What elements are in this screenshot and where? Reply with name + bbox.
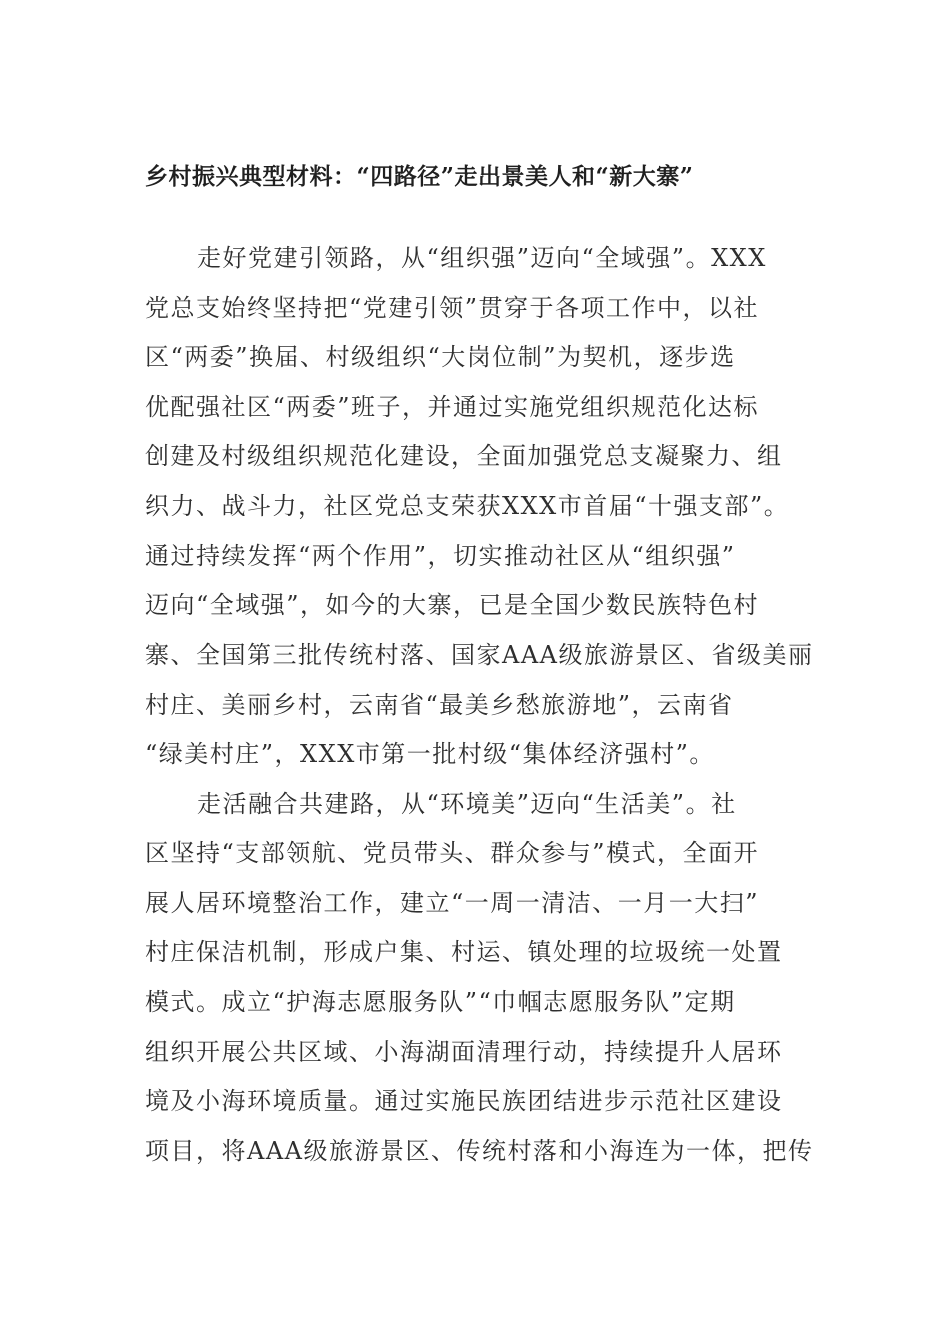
paragraph-1-line-6: 织力、战斗力，社区党总支荣获XXX市首届“十强支部”。 [145, 492, 790, 520]
paragraph-1-line-10: 村庄、美丽乡村，云南省“最美乡愁旅游地”，云南省 [145, 691, 734, 719]
paragraph-2-line-7: 境及小海环境质量。通过实施民族团结进步示范社区建设 [145, 1087, 783, 1115]
paragraph-1-line-7: 通过持续发挥“两个作用”，切实推动社区从“组织强” [145, 542, 736, 570]
paragraph-1-line-2: 党总支始终坚持把“党建引领”贯穿于各项工作中，以社 [145, 294, 760, 322]
paragraph-2-line-1: 走活融合共建路，从“环境美”迈向“生活美”。社 [197, 790, 737, 818]
paragraph-1-line-1: 走好党建引领路，从“组织强”迈向“全域强”。XXX [197, 244, 767, 272]
document-title: 乡村振兴典型材料：“四路径”走出景美人和“新大寨” [145, 163, 694, 190]
paragraph-2-line-5: 模式。成立“护海志愿服务队”“巾帼志愿服务队”定期 [145, 988, 736, 1016]
paragraph-1-line-5: 创建及村级组织规范化建设，全面加强党总支凝聚力、组 [145, 442, 783, 470]
paragraph-1-line-8: 迈向“全域强”，如今的大寨，已是全国少数民族特色村 [145, 591, 760, 619]
paragraph-2-line-3: 展人居环境整治工作，建立“一周一清洁、一月一大扫” [145, 889, 760, 917]
paragraph-1-line-11: “绿美村庄”，XXX市第一批村级“集体经济强村”。 [145, 740, 715, 768]
paragraph-2-line-6: 组织开展公共区域、小海湖面清理行动，持续提升人居环 [145, 1038, 783, 1066]
paragraph-1-line-9: 寨、全国第三批传统村落、国家AAA级旅游景区、省级美丽 [145, 641, 814, 669]
paragraph-2-line-2: 区坚持“支部领航、党员带头、群众参与”模式，全面开 [145, 839, 760, 867]
paragraph-2-line-4: 村庄保洁机制，形成户集、村运、镇处理的垃圾统一处置 [145, 938, 783, 966]
paragraph-2-line-8: 项目，将AAA级旅游景区、传统村落和小海连为一体，把传 [145, 1137, 814, 1165]
paragraph-1-line-3: 区“两委”换届、村级组织“大岗位制”为契机，逐步选 [145, 343, 736, 371]
paragraph-1-line-4: 优配强社区“两委”班子，并通过实施党组织规范化达标 [145, 393, 760, 421]
